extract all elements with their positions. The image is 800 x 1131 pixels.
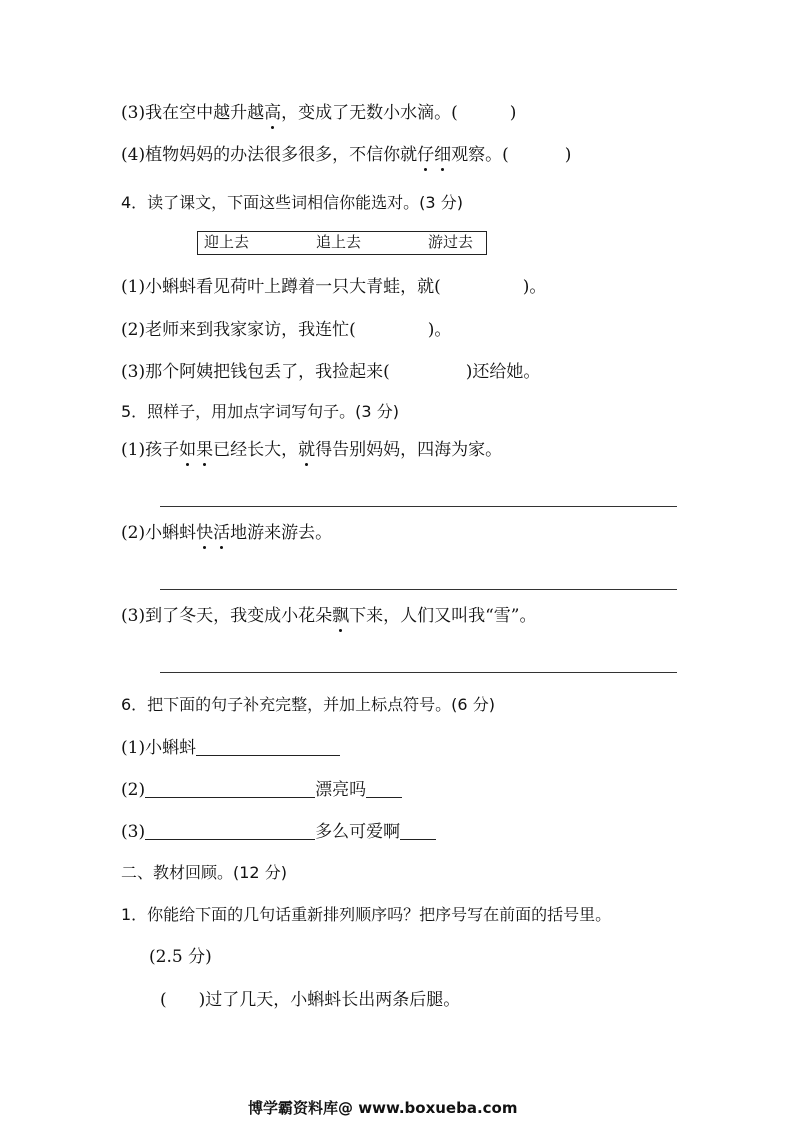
fill-blank[interactable] — [145, 821, 315, 840]
emphasis-char: 活 — [213, 523, 231, 543]
q3-item-3: (3)我在空中越升越高，变成了无数小水滴。( ) — [121, 103, 517, 123]
section-2-q1-item-1: ( )过了几天，小蝌蚪长出两条后腿。 — [160, 990, 461, 1010]
emphasis-char: 高 — [264, 103, 282, 123]
fill-blank[interactable] — [145, 779, 315, 798]
word-choice-box — [197, 231, 487, 255]
emphasis-char: 细 — [434, 145, 452, 165]
q5-item-3: (3)到了冬天，我变成小花朵飘下来，人们又叫我“雪”。 — [121, 606, 537, 626]
q5-item-2: (2)小蝌蚪快活地游来游去。 — [121, 523, 333, 543]
answer-line[interactable] — [160, 589, 677, 590]
q6-item-1: (1)小蝌蚪 — [121, 736, 340, 760]
q3-item-4: (4)植物妈妈的办法很多很多，不信你就仔细观察。( ) — [121, 145, 572, 165]
emphasis-char: 仔 — [417, 145, 435, 165]
q4-item-1: (1)小蝌蚪看见荷叶上蹲着一只大青蛙，就( )。 — [121, 277, 547, 297]
q5-item-1: (1)孩子如果已经长大，就得告别妈妈，四海为家。 — [121, 440, 503, 460]
fill-blank[interactable] — [196, 737, 340, 756]
footer-watermark: 博学霸资料库@ www.boxueba.com — [248, 1099, 518, 1117]
word-choice: 追上去 — [316, 233, 362, 251]
q5-title: 5．照样子，用加点字词写句子。(3 分) — [121, 402, 399, 421]
emphasis-char: 快 — [196, 523, 214, 543]
section-2-q1-points: (2.5 分) — [149, 947, 212, 967]
word-choice: 迎上去 — [204, 233, 250, 251]
q6-title: 6．把下面的句子补充完整，并加上标点符号。(6 分) — [121, 695, 495, 714]
word-choice: 游过去 — [428, 233, 474, 251]
q4-item-3: (3)那个阿姨把钱包丢了，我捡起来( )还给她。 — [121, 362, 541, 382]
answer-line[interactable] — [160, 672, 677, 673]
q6-item-2: (2) 漂亮吗 — [121, 778, 402, 802]
q4-item-2: (2)老师来到我家家访，我连忙( )。 — [121, 320, 452, 340]
punctuation-blank[interactable] — [366, 779, 402, 798]
emphasis-char: 果 — [196, 440, 214, 460]
emphasis-char: 飘 — [332, 606, 350, 626]
emphasis-char: 如 — [179, 440, 197, 460]
q6-item-3: (3) 多么可爱啊 — [121, 820, 436, 844]
section-2-title: 二、教材回顾。(12 分) — [121, 863, 287, 882]
emphasis-char: 就 — [298, 440, 316, 460]
section-2-q1-title: 1．你能给下面的几句话重新排列顺序吗？把序号写在前面的括号里。 — [121, 905, 612, 924]
q4-title: 4．读了课文，下面这些词相信你能选对。(3 分) — [121, 193, 463, 212]
punctuation-blank[interactable] — [400, 821, 436, 840]
answer-line[interactable] — [160, 506, 677, 507]
